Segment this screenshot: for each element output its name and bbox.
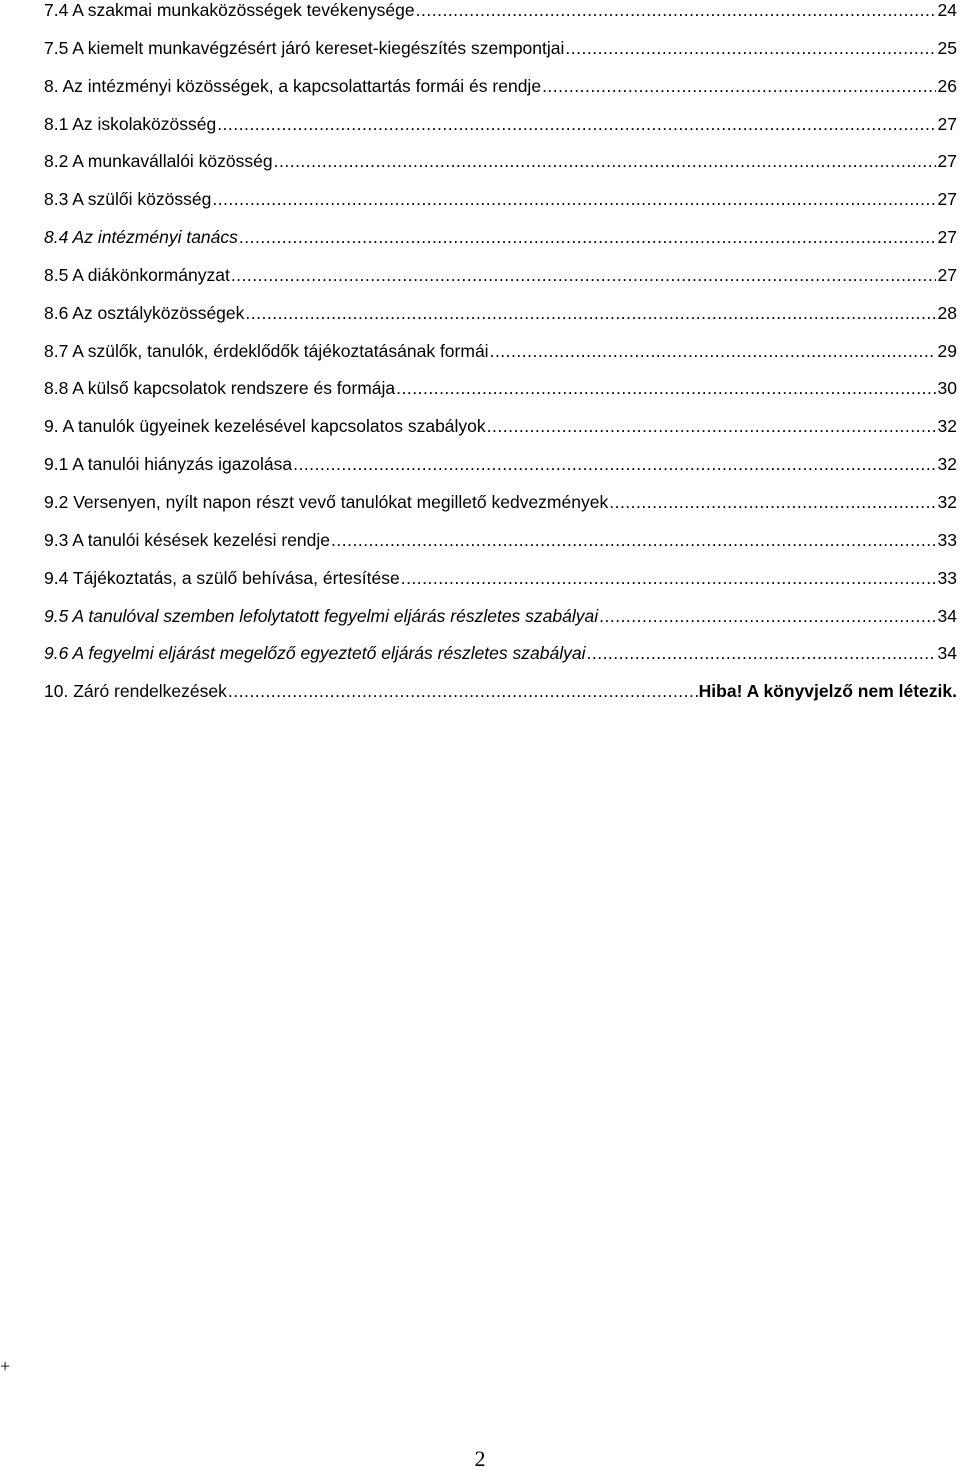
toc-entry[interactable] xyxy=(44,598,957,636)
toc-entry[interactable] xyxy=(44,333,957,371)
toc-entry[interactable] xyxy=(44,446,957,484)
toc-dot-leader xyxy=(239,219,936,257)
toc-dot-leader xyxy=(565,30,935,68)
toc-entry-title: 8.8 A külső kapcsolatok rendszere és formája xyxy=(44,378,396,399)
toc-dot-leader xyxy=(609,484,935,522)
toc-dot-leader xyxy=(231,257,936,295)
toc-entry-page: 32 xyxy=(937,491,957,512)
toc-entry-page: 24 xyxy=(937,0,957,20)
toc-entry-title: 8.4 Az intézményi tanács xyxy=(44,227,238,248)
toc-entry-title: 9.1 A tanulói hiányzás igazolása xyxy=(44,454,293,475)
toc-entry-page: 30 xyxy=(937,378,957,399)
toc-entry-page: 28 xyxy=(937,302,957,323)
toc-entry-title: 10. Záró rendelkezések xyxy=(44,681,227,702)
toc-entry-title: 9. A tanulók ügyeinek kezelésével kapcsolatos szabályok xyxy=(44,416,486,437)
toc-entry-page: 26 xyxy=(937,75,957,96)
toc-entry-title: 8.1 Az iskolaközösség xyxy=(44,113,217,134)
toc-entry-page: 33 xyxy=(937,529,957,550)
toc-dot-leader xyxy=(490,333,936,371)
toc-dot-leader xyxy=(331,522,936,560)
toc-dot-leader xyxy=(212,181,935,219)
toc-dot-leader xyxy=(217,106,935,144)
toc-entry-page: 27 xyxy=(937,113,957,134)
toc-dot-leader xyxy=(586,635,935,673)
toc-entry[interactable] xyxy=(44,143,957,181)
toc-entry-title: 9.5 A tanulóval szemben lefolytatott fegyelmi eljárás részletes szabályai xyxy=(44,605,599,626)
toc-entry-page: 33 xyxy=(937,567,957,588)
toc-dot-leader xyxy=(599,598,935,636)
toc-entry[interactable] xyxy=(44,673,957,711)
toc-entry-page: 34 xyxy=(937,643,957,664)
toc-entry[interactable] xyxy=(44,484,957,522)
toc-entry-title: 9.2 Versenyen, nyílt napon részt vevő tanulókat megillető kedvezmények xyxy=(44,491,609,512)
toc-entry-title: 8.5 A diákönkormányzat xyxy=(44,264,230,285)
toc-entry[interactable] xyxy=(44,560,957,598)
toc-dot-leader xyxy=(293,446,935,484)
toc-entry[interactable] xyxy=(44,219,957,257)
toc-entry[interactable] xyxy=(44,0,957,30)
toc-entry-title: 8.3 A szülői közösség xyxy=(44,189,212,210)
toc-entry-page: 25 xyxy=(937,37,957,58)
toc-entry-title: 7.5 A kiemelt munkavégzésért járó kereset-kiegészítés szempontjai xyxy=(44,37,565,58)
toc-entry[interactable] xyxy=(44,635,957,673)
toc-entry-title: 8. Az intézményi közösségek, a kapcsolattartás formái és rendje xyxy=(44,75,542,96)
toc-entry[interactable] xyxy=(44,257,957,295)
toc-entry[interactable] xyxy=(44,408,957,446)
toc-dot-leader xyxy=(274,143,936,181)
page-number: 2 xyxy=(474,1446,486,1471)
toc-entry-title: 8.2 A munkavállalói közösség xyxy=(44,151,273,172)
margin-plus-mark: + xyxy=(0,1356,11,1376)
toc-dot-leader xyxy=(245,295,935,333)
toc-entry[interactable] xyxy=(44,106,957,144)
toc-dot-leader xyxy=(228,673,699,711)
toc-dot-leader xyxy=(416,0,936,30)
toc-dot-leader xyxy=(542,68,935,106)
toc-entry-page: 29 xyxy=(937,340,957,361)
toc-bookmark-error: Hiba! A könyvjelző nem létezik. xyxy=(698,681,957,702)
toc-entry-title: 9.3 A tanulói késések kezelési rendje xyxy=(44,529,331,550)
toc-dot-leader xyxy=(401,560,936,598)
toc-entry[interactable] xyxy=(44,295,957,333)
toc-entry[interactable] xyxy=(44,370,957,408)
toc-entry-title: 8.6 Az osztályközösségek xyxy=(44,302,245,323)
toc-entry-page: 27 xyxy=(937,151,957,172)
toc-dot-leader xyxy=(396,370,935,408)
toc-entry-title: 7.4 A szakmai munkaközösségek tevékenysége xyxy=(44,0,415,20)
toc-entry-page: 27 xyxy=(937,227,957,248)
toc-entry-page: 27 xyxy=(937,264,957,285)
toc-entry-title: 9.4 Tájékoztatás, a szülő behívása, értesítése xyxy=(44,567,400,588)
toc-entry[interactable] xyxy=(44,522,957,560)
toc-entry[interactable] xyxy=(44,30,957,68)
toc-entry-page: 27 xyxy=(937,189,957,210)
toc-dot-leader xyxy=(487,408,936,446)
table-of-contents xyxy=(44,0,957,711)
toc-entry-page: 34 xyxy=(937,605,957,626)
toc-entry-title: 9.6 A fegyelmi eljárást megelőző egyeztető eljárás részletes szabályai xyxy=(44,643,586,664)
toc-entry-page: 32 xyxy=(937,454,957,475)
toc-entry[interactable] xyxy=(44,181,957,219)
toc-entry[interactable] xyxy=(44,68,957,106)
toc-entry-title: 8.7 A szülők, tanulók, érdeklődők tájékoztatásának formái xyxy=(44,340,489,361)
toc-entry-page: 32 xyxy=(937,416,957,437)
